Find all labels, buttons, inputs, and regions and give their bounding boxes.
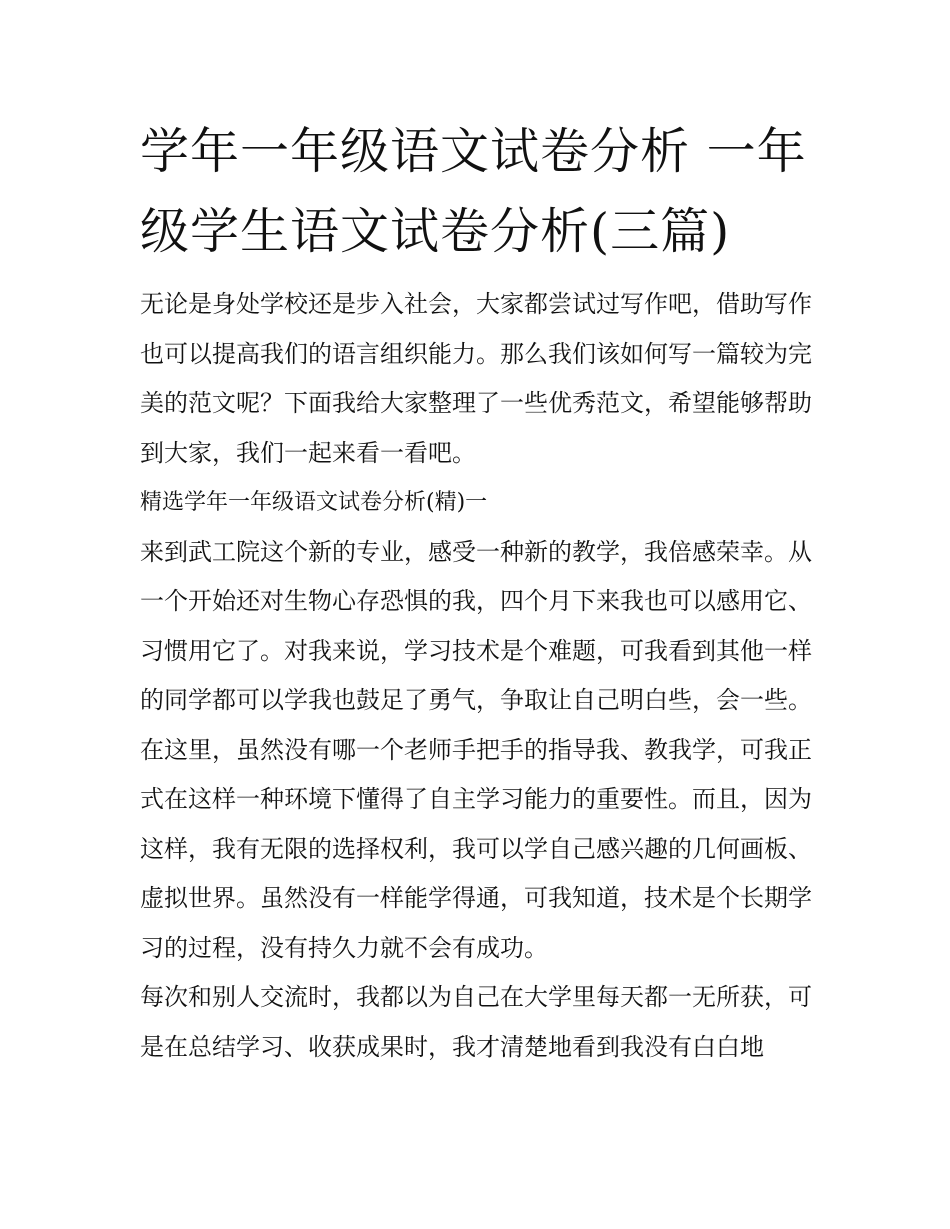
document-title: 学年一年级语文试卷分析 一年级学生语文试卷分析(三篇)	[140, 123, 807, 260]
document-page	[140, 112, 812, 1072]
body-paragraph-1: 来到武工院这个新的专业，感受一种新的教学，我倍感荣幸。从一个开始还对生物心存恐惧的我，四个月下来我也可以感用它、习惯用它了。对我来说，学习技术是个难题，可我看到其他一样的同学都可以学我也鼓足了勇气，争取让自己明白些，会一些。在这里，虽然没有哪一个老师手把手的指导我、教我学，可我正式在这样一种环境下懂得了自主学习能力的重要性。而且，因为这样，我有无限的选择权利，我可以学自己感兴趣的几何画板、虚拟世界。虽然没有一样能学得通，可我知道，技术是个长期学习的过程，没有持久力就不会有成功。	[140, 537, 812, 962]
body-paragraph-2: 每次和别人交流时，我都以为自己在大学里每天都一无所获，可是在总结学习、收获成果时，我才清楚地看到我没有白白地	[140, 983, 812, 1061]
section-heading: 精选学年一年级语文试卷分析(精)一	[140, 490, 488, 515]
intro-paragraph: 无论是身处学校还是步入社会，大家都尝试过写作吧，借助写作也可以提高我们的语言组织能力。那么我们该如何写一篇较为完美的范文呢？下面我给大家整理了一些优秀范文，希望能够帮助到大家，我们一起来看一看吧。	[140, 290, 812, 467]
